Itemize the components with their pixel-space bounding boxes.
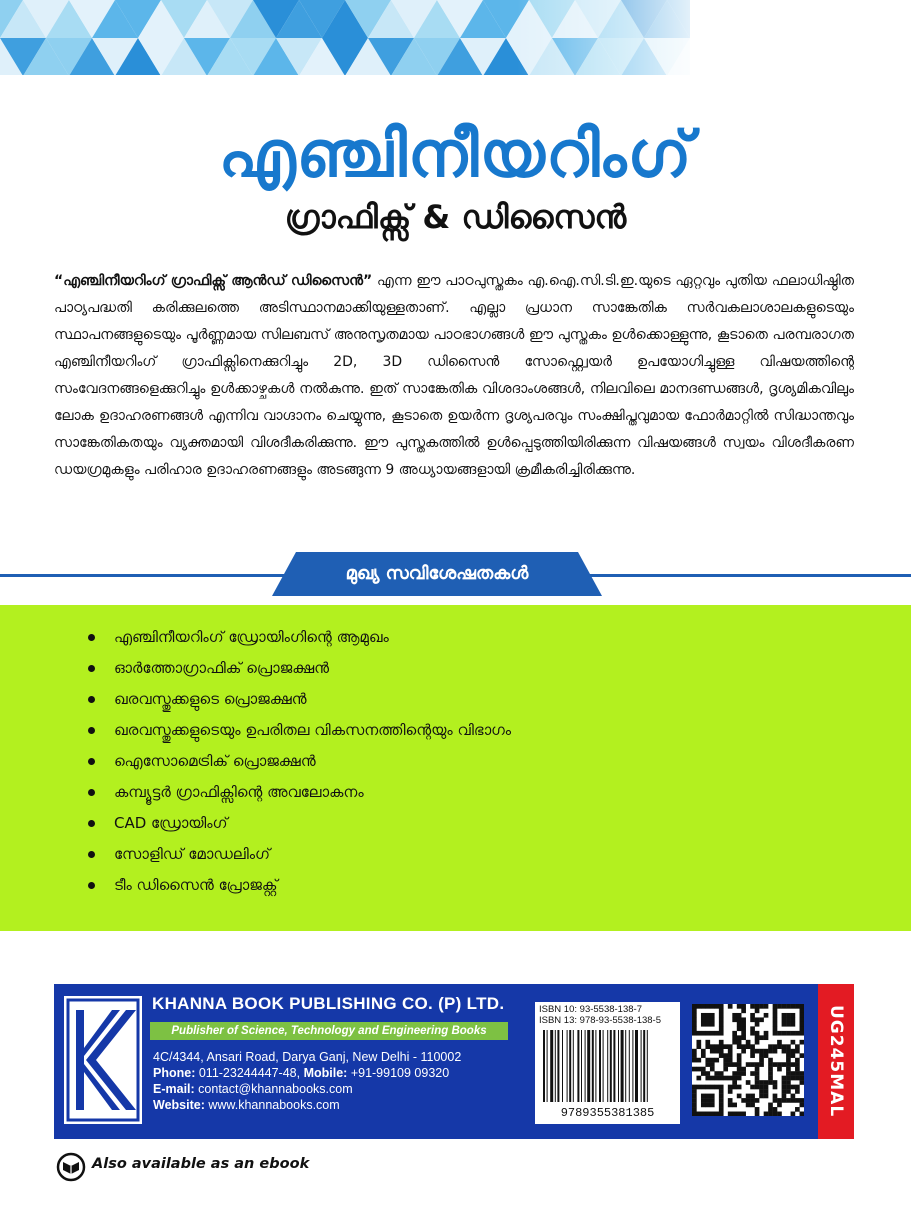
publisher-phones [153, 1065, 461, 1081]
feature-item [88, 746, 511, 777]
feature-item-label: ഖരവസ്തുക്കളുടെ പ്രൊജക്ഷൻ [114, 690, 307, 708]
feature-item-label: ഐസോമെട്രിക് പ്രൊജക്ഷൻ [114, 752, 316, 770]
bullet-icon [88, 758, 95, 765]
qr-code [692, 1004, 804, 1116]
ebook-icon [56, 1152, 86, 1182]
book-code: UG245MAL [826, 1005, 846, 1118]
k-logo-icon [64, 996, 142, 1124]
feature-item [88, 622, 511, 653]
book-description [54, 268, 854, 484]
publisher-name: KHANNA BOOK PUBLISHING CO. (P) LTD. [152, 994, 505, 1013]
isbn-barcode [535, 1002, 680, 1124]
isbn-13: ISBN 13: 978-93-5538-138-5 [539, 1015, 661, 1026]
mobile-label: Mobile: [303, 1066, 348, 1080]
email-address: contact@khannabooks.com [198, 1082, 353, 1096]
code-strip [818, 984, 854, 1139]
publisher-address: 4C/4344, Ansari Road, Darya Ganj, New Delhi - 110002 [153, 1050, 462, 1064]
feature-item-label: എഞ്ചിനീയറിംഗ് ഡ്രോയിംഗിന്റെ ആമുഖം [114, 628, 389, 646]
feature-item [88, 839, 511, 870]
website-label: Website: [153, 1098, 205, 1112]
website-url: www.khannabooks.com [208, 1098, 340, 1112]
bullet-icon [88, 665, 95, 672]
feature-item-label: ഖരവസ്തുക്കളുടെയും ഉപരിതല വികസനത്തിന്റെയും വിഭാഗം [114, 721, 512, 739]
description-lead: “എഞ്ചിനീയറിംഗ് ഗ്രാഫിക്സ് ആൻഡ് ഡിസൈൻ” [54, 273, 373, 289]
barcode-icon [541, 1030, 674, 1104]
feature-item-label: സോളിഡ് മോഡലിംഗ് [114, 845, 271, 863]
isbn-10: ISBN 10: 93-5538-138-7 [539, 1004, 642, 1015]
isbn-text [539, 1004, 661, 1026]
features-list [88, 622, 511, 901]
feature-item [88, 870, 511, 901]
barcode-number: 9789355381385 [560, 1106, 655, 1120]
email-label: E-mail: [153, 1082, 195, 1096]
feature-item-label: CAD ഡ്രോയിംഗ് [114, 814, 228, 832]
publisher-contact [153, 1049, 461, 1113]
book-title: എഞ്ചിനീയറിംഗ് [218, 118, 693, 192]
description-text: എന്ന ഈ പാഠപുസ്തകം എ.ഐ.സി.ടി.ഇ.യുടെ ഏറ്റവും പുതിയ ഫലാധിഷ്ഠിത പാഠ്യപദ്ധതി കരിക്കുലത്തെ അടിസ്ഥാനമാക്കിയുള്ളതാണ്. എല്ലാ പ്രധാന സാങ്കേതിക സർവകലാശാലകളുടെയും സ്ഥാപനങ്ങളുടെയും പൂർണ്ണമായ സിലബസ് അനുസൃതമായ പാഠഭാഗങ്ങൾ ഈ പുസ്തകം ഉൾക്കൊള്ളുന്നു, കൂടാതെ പരമ്പരാഗത എഞ്ചിനീയറിംഗ് ഗ്രാഫിക്സിനെക്കുറിച്ചും 2D, 3D ഡിസൈൻ സോഫ്റ്റ്വെയർ ഉപയോഗിച്ചുള്ള വിഷയത്തിന്റെ സംവേദനങ്ങളെക്കുറിച്ചും ഉൾക്കാഴ്ചകൾ നൽകുന്നു. ഇത് സാങ്കേതിക വിശദാംശങ്ങൾ, നിലവിലെ മാനദണ്ഡങ്ങൾ, ദൃശ്യമികവിലും ലോക ഉദാഹരണങ്ങൾ എന്നിവ വാഗ്ദാനം ചെയ്യുന്നു, കൂടാതെ ഉയർന്ന ദൃശ്യപരവും സംക്ഷിപ്തവുമായ ഫോർമാറ്റിൽ സിദ്ധാന്തവും സാങ്കേതികതയും വ്യക്തമായി വിശദീകരിക്കുന്നു. ഈ പുസ്തകത്തിൽ ഉൾപ്പെടുത്തിയിരിക്കുന്ന വിഷയങ്ങൾ സ്വയം വിശദീകരണ ഡയഗ്രമുകളും പരിഹാര ഉദാഹരണങ്ങളും അടങ്ങുന്ന 9 അധ്യായങ്ങളായി ക്രമീകരിച്ചിരിക്കുന്നു. [54, 273, 854, 478]
bullet-icon [88, 727, 95, 734]
bullet-icon [88, 851, 95, 858]
feature-item-label: ടീം ഡിസൈൻ പ്രോജക്റ്റ് [114, 876, 278, 894]
phone-label: Phone: [153, 1066, 196, 1080]
feature-item [88, 715, 511, 746]
feature-item [88, 653, 511, 684]
mobile-number: +91-99109 09320 [350, 1066, 450, 1080]
publisher-website-row [153, 1097, 461, 1113]
phone-number: 011-23244447-48, [198, 1066, 301, 1080]
feature-item-label: ഓർത്തോഗ്രാഫിക് പ്രൊജക്ഷൻ [114, 659, 330, 677]
feature-item-label: കമ്പ്യൂട്ടർ ഗ്രാഫിക്സിന്റെ അവലോകനം [114, 783, 364, 801]
triangle-pattern [0, 0, 690, 75]
qr-code-icon [692, 1004, 804, 1116]
feature-item [88, 777, 511, 808]
bullet-icon [88, 696, 95, 703]
feature-item [88, 808, 511, 839]
bullet-icon [88, 820, 95, 827]
publisher-email-row [153, 1081, 461, 1097]
book-subtitle: ഗ്രാഫിക്സ് & ഡിസൈൻ [284, 198, 627, 236]
publisher-logo [64, 996, 142, 1124]
bullet-icon [88, 882, 95, 889]
publisher-tagline: Publisher of Science, Technology and Engineering Books [150, 1022, 508, 1040]
features-heading-tab [272, 552, 602, 596]
feature-item [88, 684, 511, 715]
ebook-text: Also available as an ebook [92, 1156, 310, 1172]
bullet-icon [88, 789, 95, 796]
features-heading: മുഖ്യ സവിശേഷതകൾ [345, 563, 529, 584]
bullet-icon [88, 634, 95, 641]
